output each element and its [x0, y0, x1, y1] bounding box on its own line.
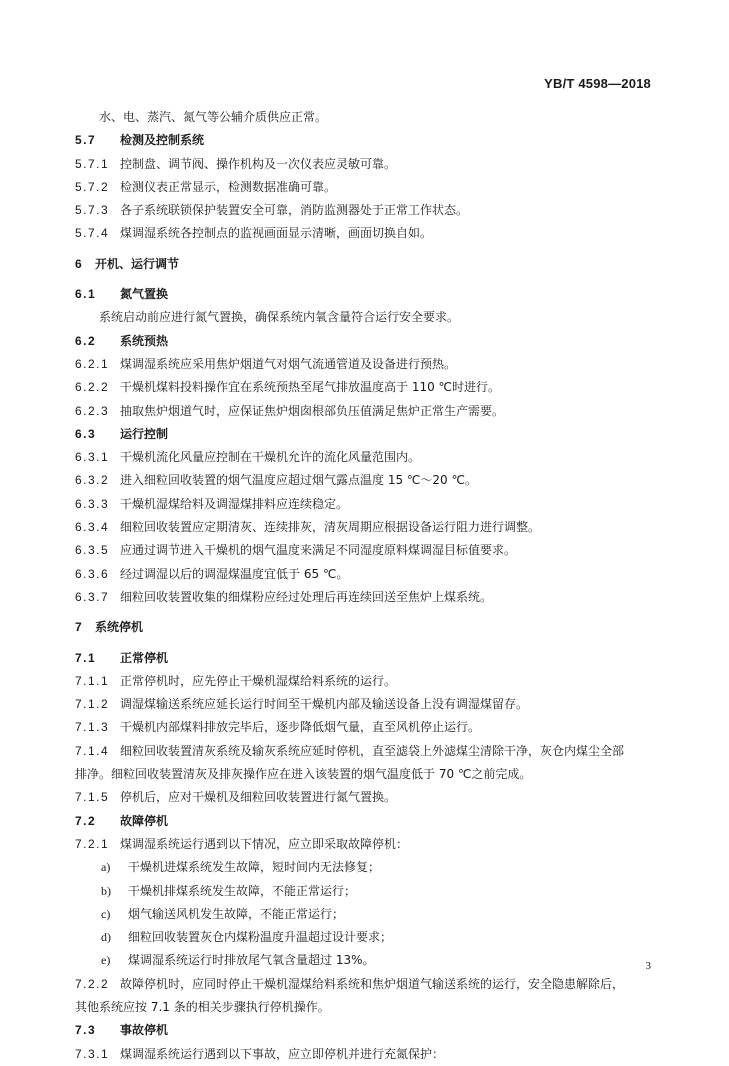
- clause-number: 6.3.1: [75, 450, 110, 465]
- list-item-text: 烟气输送风机发生故障，不能正常运行；: [128, 906, 345, 921]
- clause: [75, 586, 660, 609]
- clause-text: 干燥机流化风量应控制在干燥机允许的流化风量范围内。: [120, 450, 421, 465]
- clause-text: 煤调湿系统运行遇到以下情况，应立即采取故障停机：: [120, 836, 409, 851]
- paragraph-text: 排净。细粒回收装置清灰及排灰操作应在进入该装置的烟气温度低于 70 ℃之前完成。: [75, 767, 532, 782]
- list-item: [75, 926, 660, 949]
- section-title: 正常停机: [120, 650, 169, 665]
- clause: [75, 400, 660, 423]
- clause-number: 5.7.1: [75, 156, 110, 171]
- clause-number: 7.3.1: [75, 1046, 110, 1061]
- clause: [75, 539, 660, 562]
- list-item: [75, 949, 660, 972]
- clause-text: 干燥机煤料投料操作宜在系统预热至尾气排放温度高于 110 ℃时进行。: [120, 380, 501, 395]
- clause: [75, 740, 660, 763]
- clause-text: 调湿煤输送系统应延长运行时间至干燥机内部及输送设备上没有调湿煤留存。: [120, 697, 529, 712]
- clause-number: 5.7.4: [75, 226, 110, 241]
- clause-number: 6.3.3: [75, 496, 110, 511]
- clause-text: 控制盘、调节阀、操作机构及一次仪表应灵敏可靠。: [120, 156, 397, 171]
- clause-text: 细粒回收装置应定期清灰、连续排灰，清灰周期应根据设备运行阻力进行调整。: [120, 520, 541, 535]
- clause-number: 7.1.5: [75, 790, 110, 805]
- chapter-number: 7: [75, 620, 84, 635]
- section-number: 6.3: [75, 426, 97, 441]
- clause: [75, 716, 660, 739]
- paragraph-text: 水、电、蒸汽、氮气等公辅介质供应正常。: [99, 110, 328, 124]
- clause-number: 6.3.6: [75, 566, 110, 581]
- document-body: [75, 106, 660, 1066]
- clause: [75, 176, 660, 199]
- clause-number: 6.3.4: [75, 520, 110, 535]
- clause: [75, 446, 660, 469]
- section-title: 故障停机: [120, 813, 169, 828]
- section-title: 氮气置换: [120, 287, 169, 302]
- list-item-text: 干燥机排煤系统发生故障，不能正常运行；: [128, 883, 357, 898]
- list-item: [75, 856, 660, 879]
- section-title: 系统预热: [120, 333, 169, 348]
- clause-text: 细粒回收装置收集的细煤粉应经过处理后再连续回送至焦炉上煤系统。: [120, 589, 493, 604]
- clause-number: 7.1.2: [75, 697, 110, 712]
- clause: [75, 1043, 660, 1066]
- clause-number: 7.2.2: [75, 976, 110, 991]
- clause-number: 6.2.1: [75, 356, 110, 371]
- clause-text: 进入细粒回收装置的烟气温度应超过烟气露点温度 15 ℃～20 ℃。: [120, 473, 477, 488]
- section-title: 事故停机: [120, 1023, 169, 1038]
- clause: [75, 670, 660, 693]
- section-number: 5.7: [75, 133, 97, 148]
- chapter-heading: [75, 616, 660, 639]
- clause: [75, 693, 660, 716]
- clause-number: 6.2.2: [75, 380, 110, 395]
- clause-number: 7.1.3: [75, 720, 110, 735]
- section-number: 6.1: [75, 287, 97, 302]
- list-item-text: 干燥机进煤系统发生故障，短时间内无法修复；: [128, 860, 381, 875]
- section-title: 检测及控制系统: [120, 133, 205, 148]
- clause-text: 检测仪表正常显示，检测数据准确可靠。: [120, 179, 337, 194]
- clause: [75, 469, 660, 492]
- list-item-label: d): [101, 930, 111, 945]
- clause: [75, 973, 660, 996]
- clause-text: 煤调湿系统各控制点的监视画面显示清晰，画面切换自如。: [120, 226, 433, 241]
- clause: [75, 786, 660, 809]
- clause-number: 5.7.2: [75, 179, 110, 194]
- section-heading: [75, 129, 660, 152]
- clause: [75, 516, 660, 539]
- clause: [75, 493, 660, 516]
- section-heading: [75, 810, 660, 833]
- section-heading: [75, 330, 660, 353]
- section-number: 7.3: [75, 1023, 97, 1038]
- section-heading: [75, 423, 660, 446]
- section-number: 7.1: [75, 650, 97, 665]
- chapter-title: 开机、运行调节: [95, 256, 180, 271]
- list-item-text: 煤调湿系统运行时排放尾气氧含量超过 13%。: [128, 953, 375, 968]
- chapter-heading: [75, 253, 660, 276]
- clause: [75, 833, 660, 856]
- clause-number: 6.2.3: [75, 403, 110, 418]
- paragraph-text: 系统启动前应进行氮气置换，确保系统内氧含量符合运行安全要求。: [99, 310, 460, 325]
- clause-text: 故障停机时，应同时停止干燥机湿煤给料系统和焦炉烟道气输送系统的运行，安全隐患解除后，: [120, 976, 625, 991]
- clause-text: 抽取焦炉烟道气时，应保证焦炉烟囱根部负压值满足焦炉正常生产需要。: [120, 403, 505, 418]
- clause-text: 经过调湿以后的调湿煤温度宜低于 65 ℃。: [120, 566, 349, 581]
- clause-number: 7.1.1: [75, 673, 110, 688]
- clause-text: 应通过调节进入干燥机的烟气温度来满足不同湿度原料煤调湿目标值要求。: [120, 543, 517, 558]
- list-item-label: e): [101, 953, 111, 968]
- list-item-label: b): [101, 883, 111, 898]
- clause-number: 7.1.4: [75, 743, 110, 758]
- list-item: [75, 903, 660, 926]
- section-heading: [75, 283, 660, 306]
- paragraph-text: 其他系统应按 7.1 条的相关步骤执行停机操作。: [75, 999, 330, 1014]
- section-heading: [75, 647, 660, 670]
- clause-text: 干燥机内部煤料排放完毕后，逐步降低烟气量，直至风机停止运行。: [120, 720, 481, 735]
- section-heading: [75, 1019, 660, 1042]
- list-item-label: c): [101, 906, 111, 921]
- list-item: [75, 880, 660, 903]
- section-number: 6.2: [75, 333, 97, 348]
- section-number: 7.2: [75, 813, 97, 828]
- clause-text: 煤调湿系统应采用焦炉烟道气对烟气流通管道及设备进行预热。: [120, 356, 457, 371]
- clause: [75, 153, 660, 176]
- clause-text: 停机后，应对干燥机及细粒回收装置进行氮气置换。: [120, 790, 397, 805]
- list-item-text: 细粒回收装置灰仓内煤粉温度升温超过设计要求；: [128, 930, 393, 945]
- clause-text: 干燥机湿煤给料及调湿煤排料应连续稳定。: [120, 496, 349, 511]
- clause: [75, 222, 660, 245]
- clause: [75, 563, 660, 586]
- list-item-label: a): [101, 860, 111, 875]
- clause-number: 5.7.3: [75, 203, 110, 218]
- page-number: 3: [645, 960, 651, 972]
- clause: [75, 353, 660, 376]
- clause: [75, 376, 660, 399]
- chapter-number: 6: [75, 256, 84, 271]
- clause-number: 6.3.5: [75, 543, 110, 558]
- section-title: 运行控制: [120, 426, 169, 441]
- clause-text: 煤调湿系统运行遇到以下事故，应立即停机并进行充氮保护：: [120, 1046, 445, 1061]
- clause-number: 6.3.7: [75, 589, 110, 604]
- clause: [75, 199, 660, 222]
- clause-text: 各子系统联锁保护装置安全可靠，消防监测器处于正常工作状态。: [120, 203, 469, 218]
- clause-text: 正常停机时，应先停止干燥机湿煤给料系统的运行。: [120, 673, 397, 688]
- clause-number: 6.3.2: [75, 473, 110, 488]
- clause-text: 细粒回收装置清灰系统及输灰系统应延时停机，直至滤袋上外滤煤尘清除干净，灰仓内煤尘全部: [120, 743, 625, 758]
- chapter-title: 系统停机: [95, 620, 144, 635]
- clause-number: 7.2.1: [75, 836, 110, 851]
- standard-code: YB/T 4598—2018: [544, 76, 651, 91]
